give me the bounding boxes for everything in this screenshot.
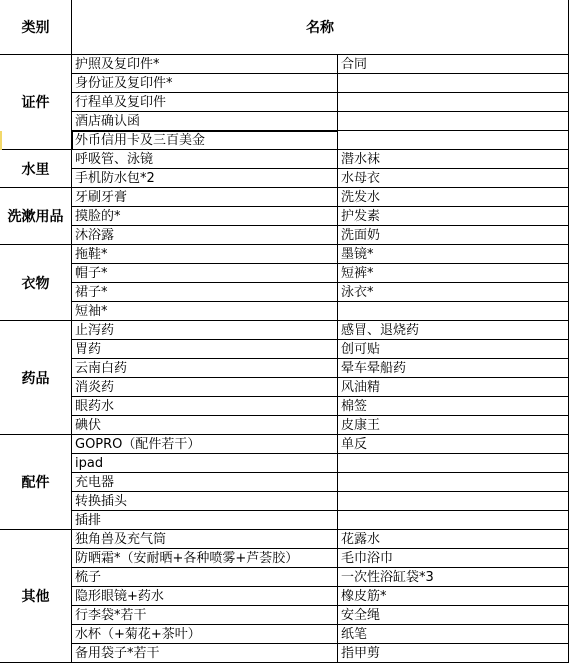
item-cell-left[interactable]: 云南白药 xyxy=(72,359,338,378)
item-cell-right[interactable]: 指甲剪 xyxy=(338,644,569,663)
item-cell-right[interactable]: 橡皮筋* xyxy=(338,587,569,606)
item-cell-left[interactable]: 插排 xyxy=(72,511,338,530)
item-cell-left[interactable]: 酒店确认函 xyxy=(72,112,338,131)
item-cell-right[interactable]: 棉签 xyxy=(338,397,569,416)
item-cell-left[interactable]: 眼药水 xyxy=(72,397,338,416)
category-cell: 衣物 xyxy=(0,245,72,321)
item-cell-right[interactable]: 一次性浴缸袋*3 xyxy=(338,568,569,587)
item-cell-right[interactable]: 纸笔 xyxy=(338,625,569,644)
item-cell-left[interactable]: ipad xyxy=(72,454,338,473)
item-cell-left[interactable]: 隐形眼镜+药水 xyxy=(72,587,338,606)
item-cell-left[interactable]: 摸脸的* xyxy=(72,207,338,226)
item-cell-left[interactable]: 水杯（+菊花+茶叶） xyxy=(72,625,338,644)
item-cell-right[interactable]: 洗发水 xyxy=(338,188,569,207)
item-cell-left[interactable]: 呼吸管、泳镜 xyxy=(72,150,338,169)
item-cell-right[interactable] xyxy=(338,492,569,511)
header-name: 名称 xyxy=(72,0,569,55)
item-cell-right[interactable]: 合同 xyxy=(338,55,569,74)
item-cell-left[interactable]: 行程单及复印件 xyxy=(72,93,338,112)
item-cell-right[interactable]: 水母衣 xyxy=(338,169,569,188)
item-cell-right[interactable]: 潜水袜 xyxy=(338,150,569,169)
item-cell-left[interactable]: 独角兽及充气筒 xyxy=(72,530,338,549)
item-cell-left[interactable]: 转换插头 xyxy=(72,492,338,511)
item-cell-right[interactable]: 创可贴 xyxy=(338,340,569,359)
item-cell-left[interactable]: 护照及复印件* xyxy=(72,55,338,74)
item-cell-right[interactable] xyxy=(338,112,569,131)
item-cell-right[interactable]: 晕车晕船药 xyxy=(338,359,569,378)
item-cell-right[interactable]: 皮康王 xyxy=(338,416,569,435)
item-cell-right[interactable]: 风油精 xyxy=(338,378,569,397)
item-cell-left[interactable]: 沐浴露 xyxy=(72,226,338,245)
item-cell-right[interactable]: 短裤* xyxy=(338,264,569,283)
item-cell-left[interactable]: 防晒霜*（安耐晒+各种喷雾+芦荟胶） xyxy=(72,549,338,568)
category-cell: 水里 xyxy=(0,150,72,188)
category-cell: 配件 xyxy=(0,435,72,530)
item-cell-left[interactable]: GOPRO（配件若干） xyxy=(72,435,338,454)
item-cell-right[interactable]: 安全绳 xyxy=(338,606,569,625)
item-cell-right[interactable] xyxy=(338,74,569,93)
category-cell: 药品 xyxy=(0,321,72,435)
item-cell-left[interactable]: 帽子* xyxy=(72,264,338,283)
item-cell-left[interactable]: 消炎药 xyxy=(72,378,338,397)
item-cell-right[interactable] xyxy=(338,473,569,492)
category-cell: 证件 xyxy=(0,55,72,150)
item-cell-right[interactable]: 毛巾浴巾 xyxy=(338,549,569,568)
item-cell-right[interactable]: 花露水 xyxy=(338,530,569,549)
item-cell-right[interactable] xyxy=(338,511,569,530)
item-cell-left[interactable]: 裙子* xyxy=(72,283,338,302)
header-category: 类别 xyxy=(0,0,72,55)
item-cell-right[interactable] xyxy=(338,131,569,150)
category-cell: 其他 xyxy=(0,530,72,663)
item-cell-right[interactable] xyxy=(338,93,569,112)
item-cell-right[interactable] xyxy=(338,302,569,321)
item-cell-left[interactable]: 梳子 xyxy=(72,568,338,587)
item-cell-right[interactable]: 护发素 xyxy=(338,207,569,226)
item-cell-left[interactable]: 身份证及复印件* xyxy=(72,74,338,93)
item-cell-right[interactable] xyxy=(338,454,569,473)
item-cell-left[interactable]: 外币信用卡及三百美金 xyxy=(72,131,338,150)
item-cell-left[interactable]: 胃药 xyxy=(72,340,338,359)
item-cell-left[interactable]: 备用袋子*若干 xyxy=(72,644,338,663)
item-cell-right[interactable]: 泳衣* xyxy=(338,283,569,302)
item-cell-right[interactable]: 感冒、退烧药 xyxy=(338,321,569,340)
item-cell-right[interactable]: 墨镜* xyxy=(338,245,569,264)
item-cell-left[interactable]: 短袖* xyxy=(72,302,338,321)
item-cell-right[interactable]: 单反 xyxy=(338,435,569,454)
item-cell-left[interactable]: 拖鞋* xyxy=(72,245,338,264)
item-cell-left[interactable]: 手机防水包*2 xyxy=(72,169,338,188)
item-cell-left[interactable]: 行李袋*若干 xyxy=(72,606,338,625)
item-cell-left[interactable]: 止泻药 xyxy=(72,321,338,340)
item-cell-left[interactable]: 充电器 xyxy=(72,473,338,492)
item-cell-right[interactable]: 洗面奶 xyxy=(338,226,569,245)
item-cell-left[interactable]: 碘伏 xyxy=(72,416,338,435)
row-highlight-marker xyxy=(0,131,2,150)
category-cell: 洗漱用品 xyxy=(0,188,72,245)
item-cell-left[interactable]: 牙刷牙膏 xyxy=(72,188,338,207)
